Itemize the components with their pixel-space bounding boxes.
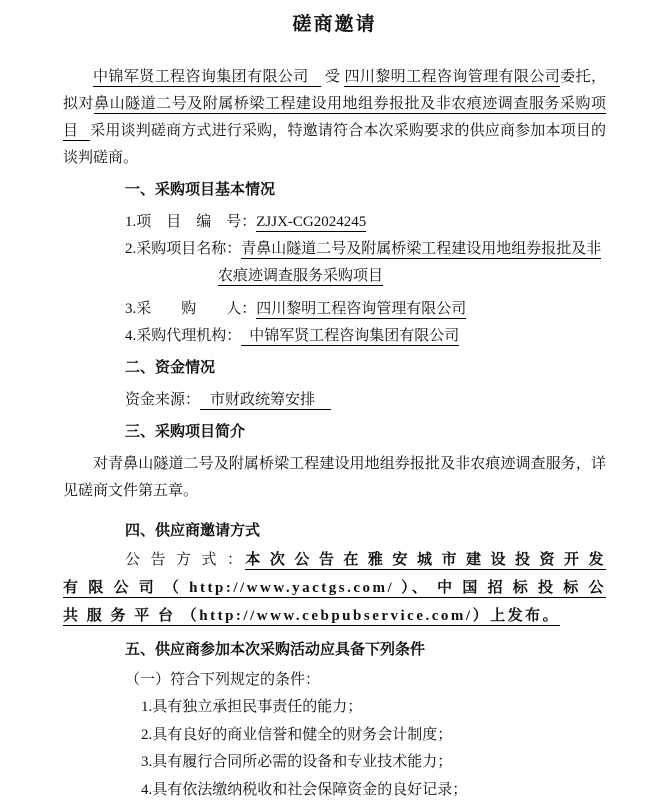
project-name-value: 青鼻山隧道二号及附属桥梁工程建设用地组券报批及非农痕迹调查服务采购项目 (218, 241, 601, 286)
condition-item-1: 1.具有独立承担民事责任的能力； (63, 694, 606, 722)
intro-entrust-text: 委托，拟对 (63, 69, 606, 112)
conditions-sub-heading: （一）符合下列规定的条件： (63, 667, 606, 694)
intro-paragraph (63, 64, 606, 172)
condition-item-2: 2.具有良好的商业信誉和健全的财务会计制度； (63, 722, 606, 750)
project-number-label: 1.项 目 编 号： (125, 214, 256, 230)
agent-value: 中锦军贤工程咨询集团有限公司 (241, 328, 459, 346)
announcement-paragraph (63, 546, 606, 630)
intro-agency-name: 中锦军贤工程咨询集团有限公司 (93, 69, 321, 87)
item-purchaser (63, 296, 606, 323)
intro-tail-text: 采用谈判磋商方式进行采购，特邀请符合本次采购要求的供应商参加本项目的谈判磋商。 (63, 123, 606, 166)
item-procurement-agent (63, 323, 606, 350)
section-heading-project-summary: 三、采购项目简介 (63, 418, 606, 445)
condition-item-4: 4.具有依法缴纳税收和社会保障资金的良好记录； (63, 777, 606, 804)
intro-client-name: 四川黎明工程咨询管理有限公司 (344, 69, 560, 87)
announcement-method-label: 公 告 方 式 ： (125, 552, 245, 568)
funding-source-label: 资金来源： (125, 392, 200, 408)
item-project-number (63, 209, 606, 236)
project-name-label: 2.采购项目名称： (125, 241, 241, 257)
condition-item-3: 3.具有履行合同所必需的设备和专业技术能力； (63, 749, 606, 777)
funding-source-value: 市财政统筹安排 (200, 392, 331, 410)
section-heading-supplier-conditions: 五、供应商参加本次采购活动应具备下列条件 (63, 636, 606, 663)
section-heading-invite-method: 四、供应商邀请方式 (63, 517, 606, 544)
section-heading-basic-info: 一、采购项目基本情况 (63, 176, 606, 203)
intro-connector: 受 (321, 69, 345, 85)
purchaser-value: 四川黎明工程咨询管理有限公司 (256, 301, 466, 319)
purchaser-label: 3.采 购 人： (125, 301, 256, 317)
section-heading-funding: 二、资金情况 (63, 354, 606, 381)
document-title: 磋商邀请 (63, 12, 606, 38)
project-number-value: ZJJX-CG2024245 (256, 214, 366, 232)
funding-source-line (63, 387, 606, 414)
item-project-name (63, 236, 606, 290)
agent-label: 4.采购代理机构： (125, 328, 241, 344)
announcement-body-text: 本 次 公 告 在 雅 安 城 市 建 设 投 资 开 发 有 限 公 司 （ http://www.yactgs.com/ ）、 中 国 招 标 投 标 公 共 服 务 平 台 （http://www.cebpubservice.com/）上发布。 (63, 552, 606, 626)
project-summary-paragraph: 对青鼻山隧道二号及附属桥梁工程建设用地组券报批及非农痕迹调查服务，详见磋商文件第五章。 (63, 451, 606, 505)
intro-project-name: 鼻山隧道二号及附属桥梁工程建设用地组券报批及非农痕迹调查服务采购项目 (63, 96, 606, 141)
